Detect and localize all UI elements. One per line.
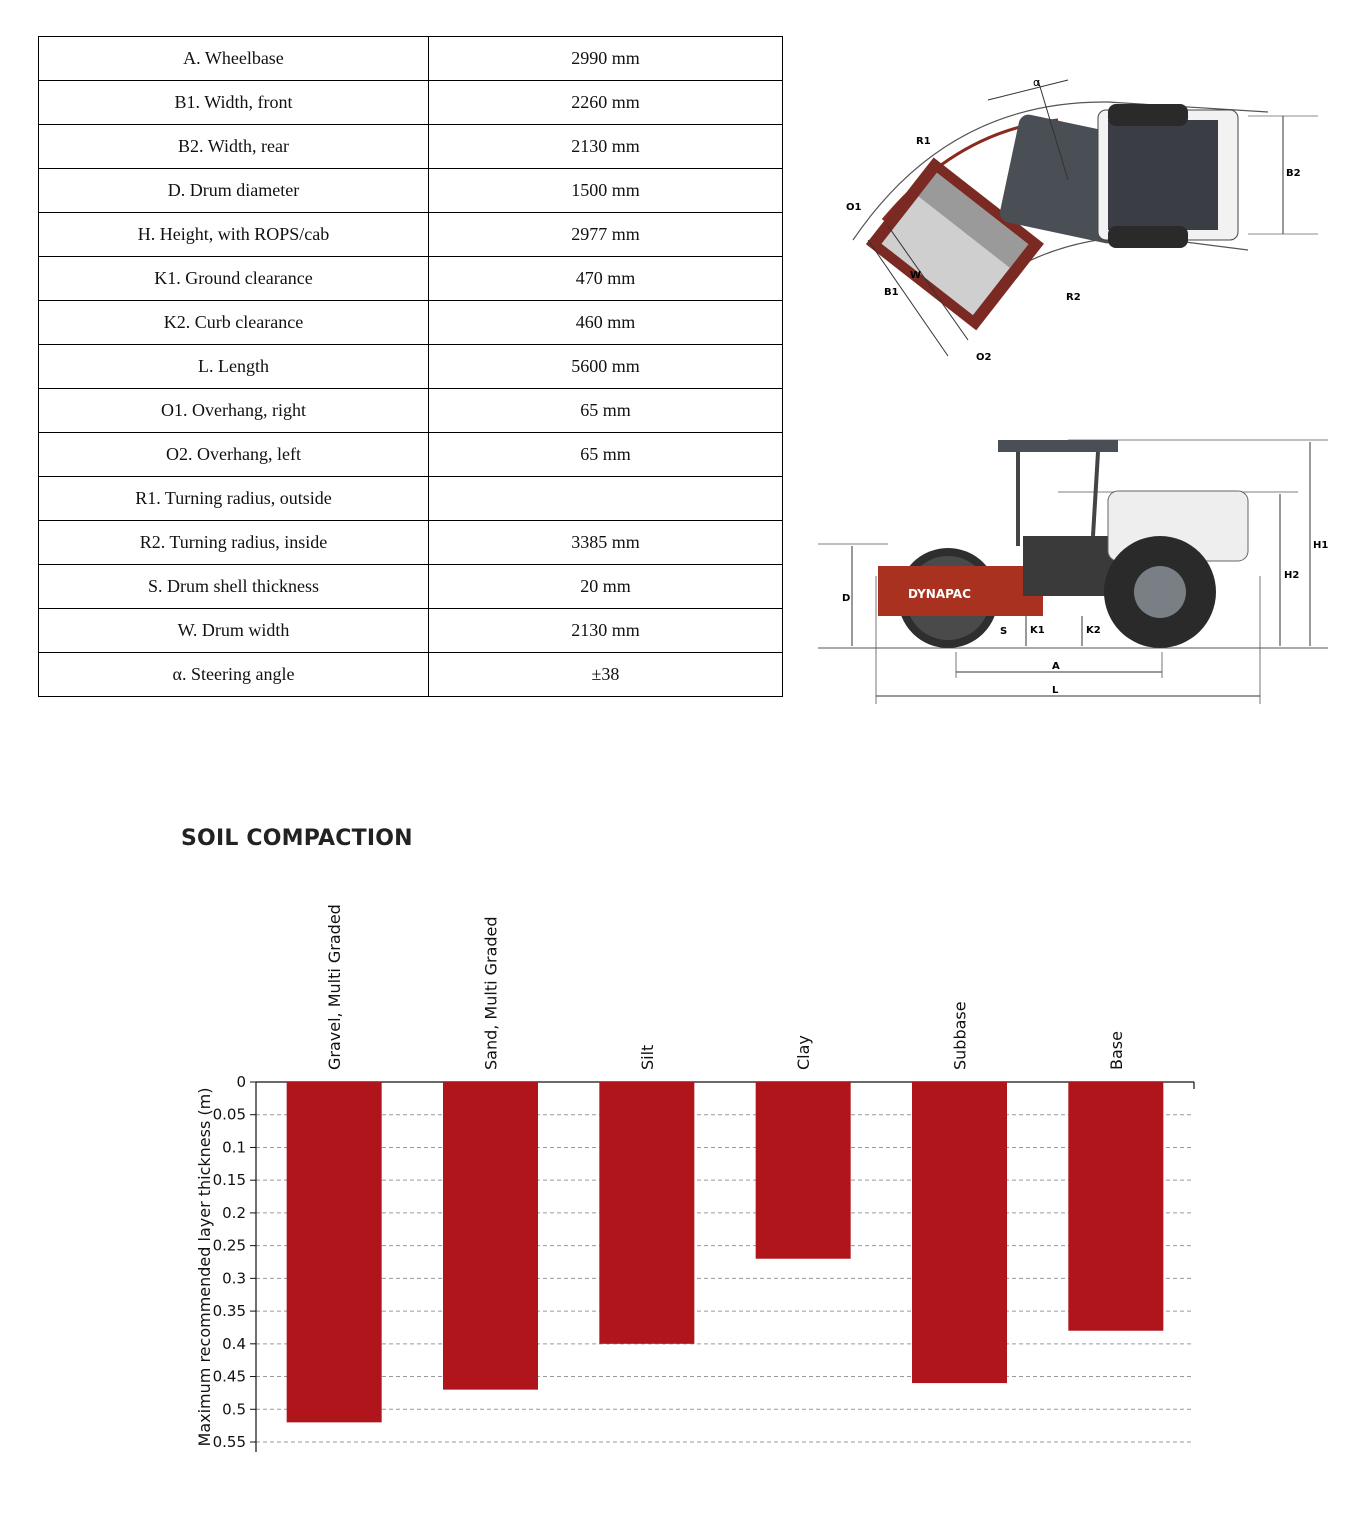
alpha-label: α xyxy=(1033,76,1041,89)
spec-row xyxy=(39,477,783,521)
bar xyxy=(1068,1082,1163,1331)
y-tick-label: 0 xyxy=(236,1073,246,1091)
k1-label: K1 xyxy=(1030,625,1045,636)
o1-label: O1 xyxy=(846,202,862,213)
category-label: Silt xyxy=(637,1044,657,1070)
spec-label: W. Drum width xyxy=(39,609,429,653)
spec-row xyxy=(39,213,783,257)
a-label: A xyxy=(1052,661,1060,672)
spec-row xyxy=(39,433,783,477)
b1-label: B1 xyxy=(884,287,899,298)
spec-row xyxy=(39,125,783,169)
spec-label: α. Steering angle xyxy=(39,653,429,697)
category-label: Clay xyxy=(794,1035,814,1070)
y-tick-label: 0.25 xyxy=(212,1236,246,1255)
y-tick-label: 0.45 xyxy=(212,1367,246,1386)
spec-row xyxy=(39,37,783,81)
spec-value: 2977 mm xyxy=(429,213,783,257)
spec-row xyxy=(39,301,783,345)
h2-label: H2 xyxy=(1284,570,1300,581)
category-label: Subbase xyxy=(950,1001,970,1070)
spec-label: O1. Overhang, right xyxy=(39,389,429,433)
top-view-diagram xyxy=(808,40,1348,380)
r1-label: R1 xyxy=(916,136,931,147)
spec-row xyxy=(39,345,783,389)
spec-label: K2. Curb clearance xyxy=(39,301,429,345)
category-label: Sand, Multi Graded xyxy=(481,916,501,1070)
spec-label: R1. Turning radius, outside xyxy=(39,477,429,521)
s-label: S xyxy=(1000,626,1008,637)
y-tick-label: 0.55 xyxy=(212,1433,246,1451)
l-label: L xyxy=(1052,685,1059,696)
spec-label: R2. Turning radius, inside xyxy=(39,521,429,565)
spec-row xyxy=(39,565,783,609)
spec-label: A. Wheelbase xyxy=(39,37,429,81)
bar xyxy=(287,1082,382,1422)
side-view-diagram xyxy=(808,426,1348,726)
spec-row xyxy=(39,81,783,125)
spec-value: ±38 xyxy=(429,653,783,697)
spec-label: D. Drum diameter xyxy=(39,169,429,213)
w-label: W xyxy=(910,270,922,281)
spec-value: 3385 mm xyxy=(429,521,783,565)
r2-label: R2 xyxy=(1066,292,1081,303)
spec-row xyxy=(39,653,783,697)
spec-label: K1. Ground clearance xyxy=(39,257,429,301)
spec-row xyxy=(39,609,783,653)
o2-label: O2 xyxy=(976,352,992,363)
bar xyxy=(912,1082,1007,1383)
spec-value: 65 mm xyxy=(429,389,783,433)
spec-value: 65 mm xyxy=(429,433,783,477)
y-axis-label: Maximum recommended layer thickness (m) xyxy=(195,1087,214,1447)
y-tick-label: 0.4 xyxy=(222,1334,246,1353)
spec-value: 2130 mm xyxy=(429,609,783,653)
spec-label: S. Drum shell thickness xyxy=(39,565,429,609)
y-tick-label: 0.5 xyxy=(222,1400,246,1419)
soil-compaction-chart xyxy=(180,880,1220,1490)
b2-label: B2 xyxy=(1286,168,1301,179)
bar xyxy=(443,1082,538,1390)
brand-logo: DYNAPAC xyxy=(908,587,971,601)
spec-value: 1500 mm xyxy=(429,169,783,213)
spec-value: 460 mm xyxy=(429,301,783,345)
spec-value: 2260 mm xyxy=(429,81,783,125)
spec-row xyxy=(39,521,783,565)
y-tick-label: 0.1 xyxy=(222,1138,246,1157)
spec-label: O2. Overhang, left xyxy=(39,433,429,477)
y-tick-label: 0.3 xyxy=(222,1269,246,1288)
category-label: Base xyxy=(1106,1031,1126,1070)
spec-label: B2. Width, rear xyxy=(39,125,429,169)
section-title: SOIL COMPACTION xyxy=(181,826,413,851)
h1-label: H1 xyxy=(1313,540,1329,551)
spec-table xyxy=(38,36,783,697)
spec-value: 470 mm xyxy=(429,257,783,301)
y-tick-label: 0.2 xyxy=(222,1203,246,1222)
y-tick-label: 0.05 xyxy=(212,1105,246,1124)
y-tick-label: 0.35 xyxy=(212,1302,246,1321)
bar xyxy=(756,1082,851,1259)
d-label: D xyxy=(842,593,851,604)
spec-row xyxy=(39,257,783,301)
spec-value: 20 mm xyxy=(429,565,783,609)
k2-label: K2 xyxy=(1086,625,1101,636)
spec-value: 2130 mm xyxy=(429,125,783,169)
spec-value xyxy=(429,477,783,521)
spec-label: L. Length xyxy=(39,345,429,389)
spec-row xyxy=(39,169,783,213)
spec-value: 2990 mm xyxy=(429,37,783,81)
spec-label: B1. Width, front xyxy=(39,81,429,125)
spec-label: H. Height, with ROPS/cab xyxy=(39,213,429,257)
spec-value: 5600 mm xyxy=(429,345,783,389)
y-tick-label: 0.15 xyxy=(212,1171,246,1190)
spec-row xyxy=(39,389,783,433)
category-label: Gravel, Multi Graded xyxy=(325,904,345,1070)
bar xyxy=(599,1082,694,1344)
